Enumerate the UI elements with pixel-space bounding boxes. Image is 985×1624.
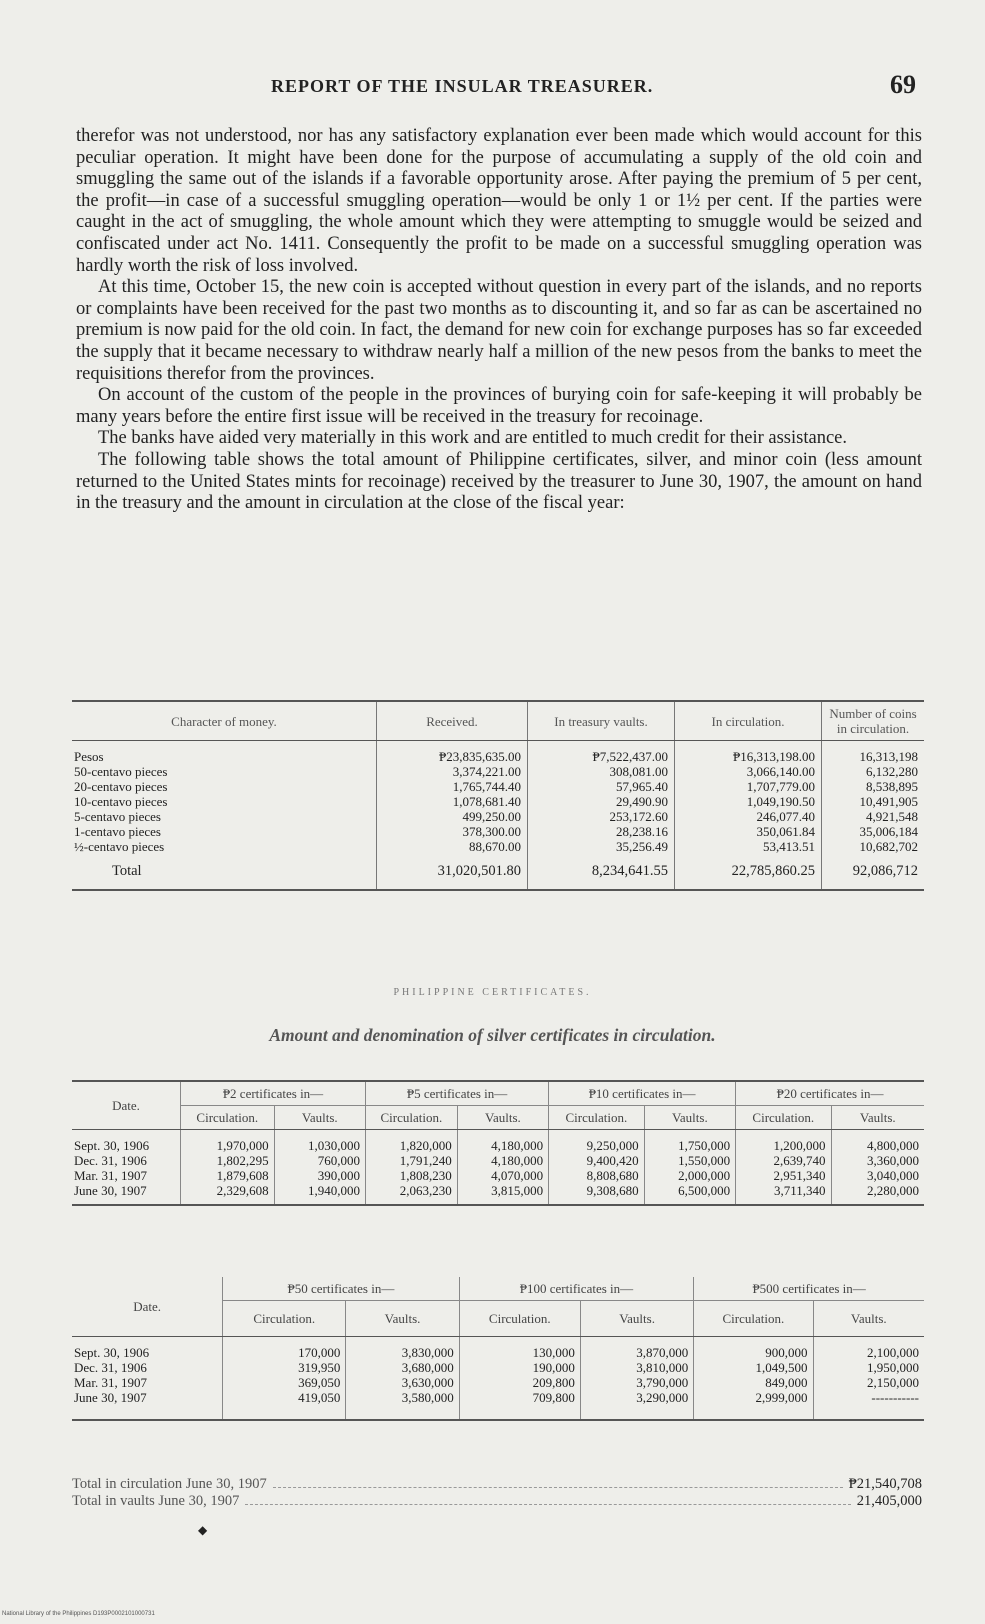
cell-value: 3,815,000 (457, 1183, 548, 1205)
cell-value: 3,711,340 (736, 1183, 831, 1205)
cell-value: 209,800 (459, 1375, 580, 1390)
cell-received: ₱23,835,635.00 (377, 749, 528, 764)
sub-header-vaults: Vaults. (346, 1301, 459, 1337)
cell-value: 3,360,000 (831, 1153, 924, 1168)
cell-received: 1,765,744.40 (377, 779, 528, 794)
sub-header-vaults: Vaults. (457, 1106, 548, 1130)
group-header: ₱100 certificates in— (459, 1277, 694, 1301)
cell-vaults: 28,238.16 (528, 824, 675, 839)
table-row (72, 1390, 924, 1420)
cell-value: 9,308,680 (549, 1183, 644, 1205)
cell-value: 2,329,608 (181, 1183, 275, 1205)
table-row (72, 1168, 924, 1183)
total-circulation-row (72, 1476, 922, 1493)
section-caption: PHILIPPINE CERTIFICATES. (393, 987, 592, 998)
table-row (72, 764, 924, 779)
row-date: June 30, 1907 (74, 1390, 147, 1405)
cell-value: 390,000 (274, 1168, 365, 1183)
row-date: Mar. 31, 1907 (74, 1168, 147, 1183)
group-header: ₱10 certificates in— (549, 1081, 736, 1106)
cell-circulation: ₱16,313,198.00 (675, 749, 822, 764)
cell-value: 1,200,000 (736, 1130, 831, 1154)
page-number: 69 (890, 70, 916, 99)
header-circulation: In circulation. (675, 701, 822, 741)
cell-value: 1,950,000 (813, 1360, 924, 1375)
running-head: REPORT OF THE INSULAR TREASURER. (271, 76, 654, 96)
cell-circulation: 1,707,779.00 (675, 779, 822, 794)
cell-value: 8,808,680 (549, 1168, 644, 1183)
cell-number: 8,538,895 (822, 779, 925, 794)
sub-header-circulation: Circulation. (736, 1106, 831, 1130)
row-date: June 30, 1907 (74, 1183, 147, 1198)
certificates-table-large (72, 1277, 924, 1421)
sub-header-circulation: Circulation. (223, 1301, 346, 1337)
group-header: ₱20 certificates in— (736, 1081, 924, 1106)
cell-number: 35,006,184 (822, 824, 925, 839)
cell-number: 16,313,198 (822, 749, 925, 764)
cell-received: 1,078,681.40 (377, 794, 528, 809)
page-header (76, 70, 918, 110)
total-circulation: 22,785,860.25 (675, 854, 822, 890)
cell-vaults: 253,172.60 (528, 809, 675, 824)
row-date: Mar. 31, 1907 (74, 1375, 147, 1390)
cell-value: 1,750,000 (644, 1130, 735, 1154)
row-label: 20-centavo pieces (74, 778, 168, 794)
cell-vaults: 35,256.49 (528, 839, 675, 854)
cell-vaults: ₱7,522,437.00 (528, 749, 675, 764)
cell-value: 369,050 (223, 1375, 346, 1390)
header-number: Number of coins in circulation. (822, 701, 925, 741)
table-row (72, 779, 924, 794)
cell-value: 1,802,295 (181, 1153, 275, 1168)
cell-value: 3,790,000 (580, 1375, 693, 1390)
cell-circulation: 246,077.40 (675, 809, 822, 824)
cell-value: 319,950 (223, 1360, 346, 1375)
total-circulation-value: ₱21,540,708 (848, 1476, 922, 1492)
cell-value: 3,290,000 (580, 1390, 693, 1420)
scan-footer-note: National Library of the Philippines D193P0002101000731 (2, 1611, 155, 1617)
cell-value: 190,000 (459, 1360, 580, 1375)
cell-value: 2,999,000 (694, 1390, 813, 1420)
cell-vaults: 57,965.40 (528, 779, 675, 794)
total-circulation-label: Total in circulation June 30, 1907 (72, 1476, 267, 1492)
table-row (72, 809, 924, 824)
sub-header-vaults: Vaults. (831, 1106, 924, 1130)
table-row (72, 824, 924, 839)
cell-value: 1,030,000 (274, 1130, 365, 1154)
paragraph: The banks have aided very materially in this work and are entitled to much credit for their assistance. (98, 428, 847, 449)
row-date: Dec. 31, 1906 (74, 1360, 147, 1375)
paragraph: therefor was not understood, nor has any satisfactory explanation ever been made which would account for this peculiar operation. It might have been done for the purpose of accumulating a supply of the old coin and smuggling the same out of the islands if a favorable opportunity arose. After paying the premium of 5 per cent, the profit—in case of a successful smuggling operation—would be only 1 or 1½ per cent. If the parties were caught in the act of smuggling, the whole amount which they were attempting to smuggle would be seized and confiscated under act No. 1411. Consequently the profit to be made on a successful smuggling operation was hardly worth the risk of loss involved. (76, 126, 922, 276)
cell-value: 2,063,230 (366, 1183, 458, 1205)
table-row (72, 839, 924, 854)
row-date: Sept. 30, 1906 (74, 1138, 150, 1153)
certificates-table-small (72, 1080, 924, 1206)
sub-header-circulation: Circulation. (366, 1106, 458, 1130)
cell-value: 1,879,608 (181, 1168, 275, 1183)
cell-value: 9,400,420 (549, 1153, 644, 1168)
cell-value: 9,250,000 (549, 1130, 644, 1154)
group-header: ₱500 certificates in— (694, 1277, 924, 1301)
total-number: 92,086,712 (822, 854, 925, 890)
date-header: Date. (72, 1081, 181, 1130)
sub-header-vaults: Vaults. (274, 1106, 365, 1130)
cell-received: 88,670.00 (377, 839, 528, 854)
cell-value: 4,180,000 (457, 1130, 548, 1154)
ink-mark: ◆ (198, 1523, 208, 1537)
table-row (72, 1183, 924, 1205)
header-character: Character of money. (72, 701, 377, 741)
cell-circulation: 53,413.51 (675, 839, 822, 854)
cell-value: 4,800,000 (831, 1130, 924, 1154)
cell-value: 2,951,340 (736, 1168, 831, 1183)
cell-vaults: 29,490.90 (528, 794, 675, 809)
paragraph: The following table shows the total amount of Philippine certificates, silver, and minor coin (less amount returned to the United States mints for recoinage) received by the treasurer to June 30, 1907, the amount on hand in the treasury and the amount in circulation at the close of the fiscal year: (76, 449, 922, 514)
cell-value: 3,870,000 (580, 1337, 693, 1361)
money-table (72, 700, 924, 891)
table-row (72, 1375, 924, 1390)
group-header: ₱2 certificates in— (181, 1081, 366, 1106)
cell-value: 2,150,000 (813, 1375, 924, 1390)
cell-value: 1,820,000 (366, 1130, 458, 1154)
cell-value: 130,000 (459, 1337, 580, 1361)
cell-received: 378,300.00 (377, 824, 528, 839)
total-vaults-value: 21,405,000 (856, 1493, 922, 1509)
paragraph: At this time, October 15, the new coin is accepted without question in every part of the islands, and no reports or complaints have been received for the past two months as to discounting it, and so far as can be ascertained no premium is now paid for the old coin. In fact, the demand for new coin for exchange purposes has so far exceeded the supply that it became necessary to withdraw nearly half a million of the new pesos from the banks to meet the requisitions therefor from the provinces. (76, 277, 922, 384)
table-row (72, 1130, 924, 1154)
total-vaults-label: Total in vaults June 30, 1907 (72, 1493, 240, 1509)
cell-value: 849,000 (694, 1375, 813, 1390)
cell-circulation: 350,061.84 (675, 824, 822, 839)
cell-value: 2,280,000 (831, 1183, 924, 1205)
table-row (72, 749, 924, 764)
total-received: 31,020,501.80 (377, 854, 528, 890)
cell-value: 1,808,230 (366, 1168, 458, 1183)
total-vaults-row (72, 1493, 922, 1510)
table-row (72, 1360, 924, 1375)
date-header: Date. (72, 1277, 223, 1337)
cell-value: 3,040,000 (831, 1168, 924, 1183)
cell-value: 3,580,000 (346, 1390, 459, 1420)
sub-header-vaults: Vaults. (580, 1301, 693, 1337)
total-label: Total (112, 862, 142, 879)
sub-header-circulation: Circulation. (459, 1301, 580, 1337)
table-title: Amount and denomination of silver certificates in circulation. (269, 1025, 716, 1045)
cell-number: 10,682,702 (822, 839, 925, 854)
cell-received: 3,374,221.00 (377, 764, 528, 779)
body-text (76, 126, 922, 515)
row-label: ½-centavo pieces (74, 838, 165, 854)
group-header: ₱5 certificates in— (366, 1081, 549, 1106)
cell-value: 6,500,000 (644, 1183, 735, 1205)
row-label: Pesos (74, 748, 104, 764)
header-received: Received. (377, 701, 528, 741)
cell-number: 10,491,905 (822, 794, 925, 809)
sub-header-circulation: Circulation. (181, 1106, 275, 1130)
sub-header-vaults: Vaults. (644, 1106, 735, 1130)
cell-circulation: 1,049,190.50 (675, 794, 822, 809)
table-row (72, 794, 924, 809)
row-label: 5-centavo pieces (74, 808, 161, 824)
cell-value: 3,680,000 (346, 1360, 459, 1375)
row-label: 1-centavo pieces (74, 823, 161, 839)
cell-value: 709,800 (459, 1390, 580, 1420)
cell-value: 1,970,000 (181, 1130, 275, 1154)
cell-value: ----------- (813, 1390, 924, 1420)
cell-value: 900,000 (694, 1337, 813, 1361)
table-total-row (72, 854, 924, 890)
cell-number: 6,132,280 (822, 764, 925, 779)
cell-value: 4,180,000 (457, 1153, 548, 1168)
cell-value: 3,830,000 (346, 1337, 459, 1361)
cell-received: 499,250.00 (377, 809, 528, 824)
cell-value: 2,639,740 (736, 1153, 831, 1168)
cell-value: 1,550,000 (644, 1153, 735, 1168)
table-row (72, 1337, 924, 1361)
group-header: ₱50 certificates in— (223, 1277, 460, 1301)
cell-vaults: 308,081.00 (528, 764, 675, 779)
cell-circulation: 3,066,140.00 (675, 764, 822, 779)
cell-value: 2,000,000 (644, 1168, 735, 1183)
cell-value: 4,070,000 (457, 1168, 548, 1183)
cell-value: 419,050 (223, 1390, 346, 1420)
sub-header-vaults: Vaults. (813, 1301, 924, 1337)
paragraph: On account of the custom of the people in the provinces of burying coin for safe-keeping it will probably be many years before the entire first issue will be received in the treasury for recoinage. (76, 385, 922, 427)
cell-value: 760,000 (274, 1153, 365, 1168)
header-vaults: In treasury vaults. (528, 701, 675, 741)
cell-value: 1,049,500 (694, 1360, 813, 1375)
sub-header-circulation: Circulation. (694, 1301, 813, 1337)
cell-value: 170,000 (223, 1337, 346, 1361)
totals-block (72, 1476, 922, 1510)
row-label: 50-centavo pieces (74, 763, 168, 779)
cell-value: 1,791,240 (366, 1153, 458, 1168)
row-label: 10-centavo pieces (74, 793, 168, 809)
cell-value: 3,630,000 (346, 1375, 459, 1390)
row-date: Sept. 30, 1906 (74, 1345, 150, 1360)
row-date: Dec. 31, 1906 (74, 1153, 147, 1168)
cell-number: 4,921,548 (822, 809, 925, 824)
leader-dots (245, 1493, 850, 1505)
total-vaults: 8,234,641.55 (528, 854, 675, 890)
cell-value: 3,810,000 (580, 1360, 693, 1375)
cell-value: 2,100,000 (813, 1337, 924, 1361)
table-row (72, 1153, 924, 1168)
leader-dots (273, 1476, 843, 1488)
cell-value: 1,940,000 (274, 1183, 365, 1205)
sub-header-circulation: Circulation. (549, 1106, 644, 1130)
